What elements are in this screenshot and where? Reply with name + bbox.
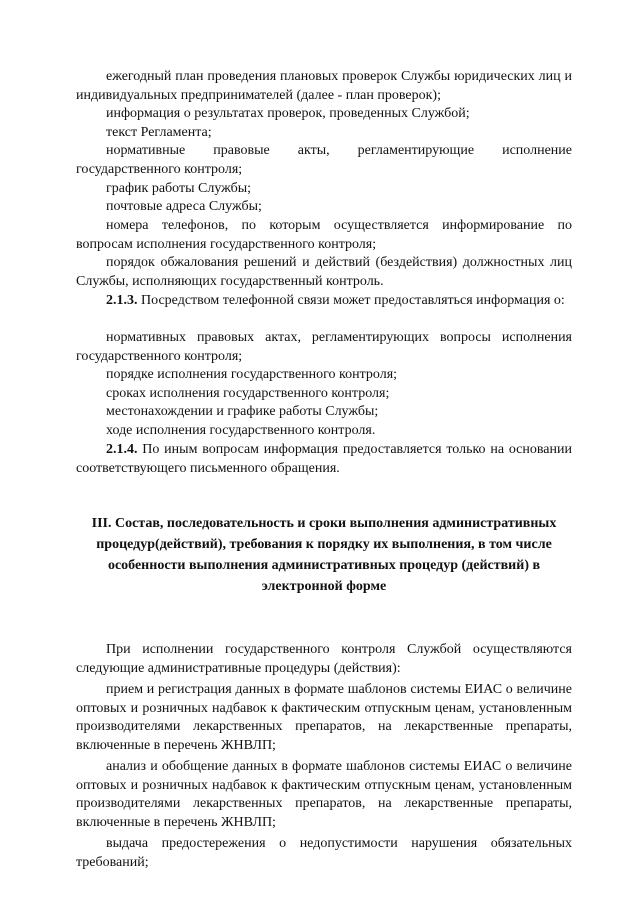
list-item-regulation-text: текст Регламента; (106, 125, 212, 140)
list-item-legal-acts: нормативные правовые акты, регламентирующие исполнение государственного контроля; (76, 143, 572, 177)
clause-text: По иным вопросам информация предоставляется только на основании соответствующего письменного обращения. (76, 442, 572, 476)
list-item-inspection-results: информация о результатах проверок, проведенных Службой; (106, 106, 470, 121)
list-item-control-procedure: порядке исполнения государственного контроля; (106, 367, 398, 382)
list-item-location-schedule: местонахождении и графике работы Службы; (106, 404, 379, 419)
list-item-legal-acts-phone: нормативных правовых актах, регламентирующих вопросы исполнения государственного контроля; (76, 330, 572, 364)
list-item-control-progress: ходе исполнения государственного контроля. (106, 423, 376, 438)
procedure-item: выдача предостережения о недопустимости нарушения обязательных требований; (76, 836, 572, 870)
clause-number: 2.1.3. (106, 293, 138, 308)
clause-text: Посредством телефонной связи может предоставляться информация о: (137, 293, 565, 308)
list-item-inspection-plan: ежегодный план проведения плановых проверок Службы юридических лиц и индивидуальных предпринимателей (далее - план проверок); (76, 69, 572, 103)
list-item-postal-addresses: почтовые адреса Службы; (106, 199, 262, 214)
clause-number: 2.1.4. (106, 442, 138, 457)
procedure-item: прием и регистрация данных в формате шаблонов системы ЕИАС о величине оптовых и розничных надбавок к фактическим отпускным ценам, установленным производителями лекарственных препаратов, на лекарственные препараты, включенные в перечень ЖНВЛП; (76, 682, 572, 753)
list-item-work-schedule: график работы Службы; (106, 181, 252, 196)
procedure-item: анализ и обобщение данных в формате шаблонов системы ЕИАС о величине оптовых и розничных надбавок к фактическим отпускным ценам, установленным производителями лекарственных препаратов, на лекарственные препараты, включенные в перечень ЖНВЛП; (76, 759, 572, 830)
list-item-control-deadlines: сроках исполнения государственного контроля; (106, 386, 390, 401)
intro-paragraph: При исполнении государственного контроля Службой осуществляются следующие административные процедуры (действия): (76, 642, 572, 676)
list-item-appeal-procedure: порядок обжалования решений и действий (бездействия) должностных лиц Службы, исполняющих государственный контроль. (76, 255, 572, 289)
clause-2-1-3 (76, 292, 572, 311)
clause-2-1-4 (76, 441, 572, 478)
section-heading: III. Состав, последовательность и сроки выполнения административных процедур(действий), требования к порядку их выполнения, в том числе особенности выполнения административных процедур (действий) в электронной форме (91, 516, 557, 594)
list-item-phone-numbers: номера телефонов, по которым осуществляется информирование по вопросам исполнения государственного контроля; (76, 218, 572, 252)
